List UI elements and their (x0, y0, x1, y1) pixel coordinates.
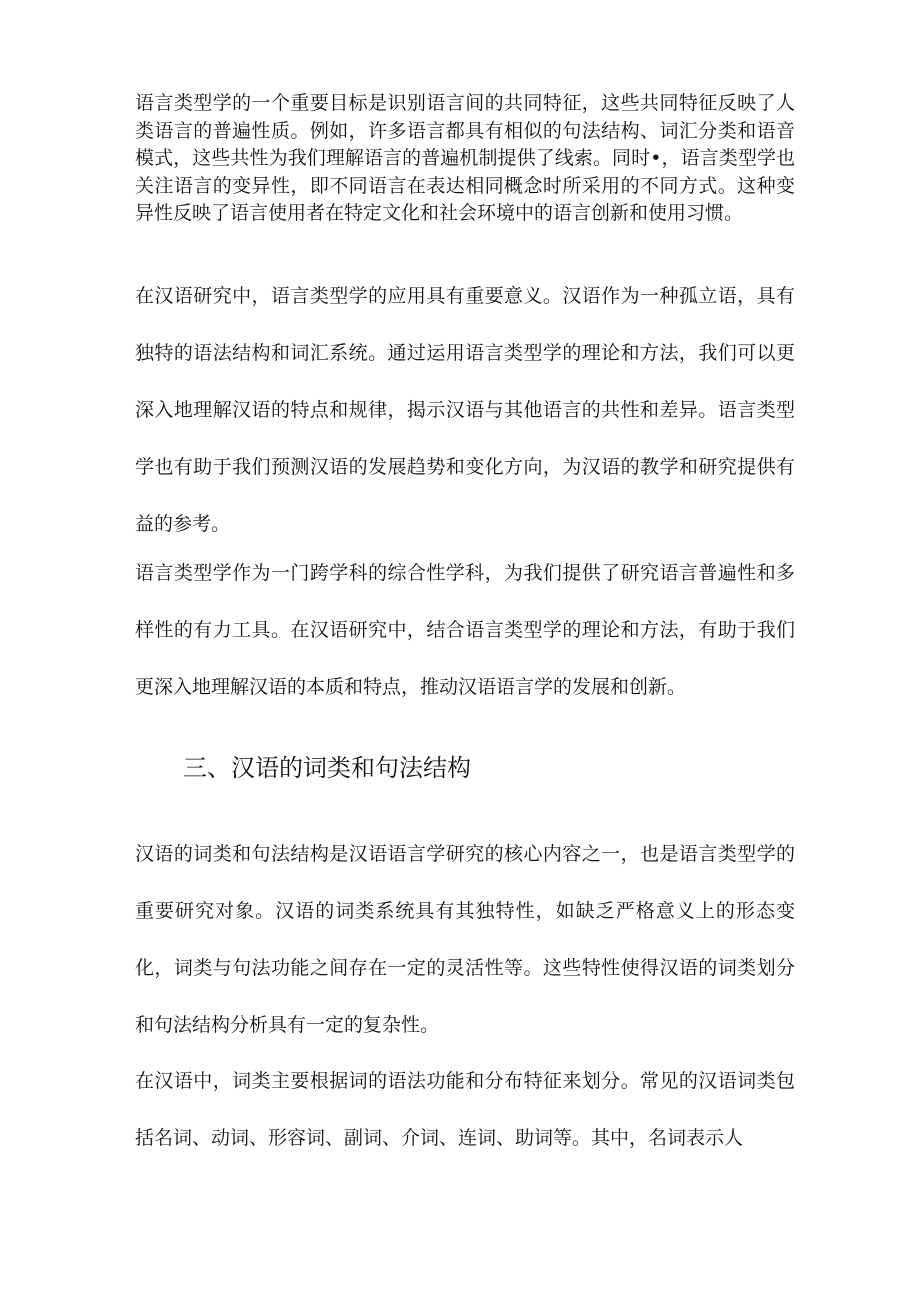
paragraph-typology-goals: 语言类型学的一个重要目标是识别语言间的共同特征，这些共同特征反映了人类语言的普遍性质。例如，许多语言都具有相似的句法结构、词汇分类和语音模式，这些共性为我们理解语言的普遍机制提供了线索。同时•，语言类型学也关注语言的变异性，即不同语言在表达相同概念时所采用的不同方式。这种变异性反映了语言使用者在特定文化和社会环境中的语言创新和使用习惯。 (135, 92, 795, 224)
paragraph-interdisciplinary: 语言类型学作为一门跨学科的综合性学科，为我们提供了研究语言普遍性和多样性的有力工具。在汉语研究中，结合语言类型学的理论和方法，有助于我们更深入地理解汉语的本质和特点，推动汉语语言学的发展和创新。 (135, 562, 795, 698)
paragraph-chinese-research: 在汉语研究中，语言类型学的应用具有重要意义。汉语作为一种孤立语，具有独特的语法结构和词汇系统。通过运用语言类型学的理论和方法，我们可以更深入地理解汉语的特点和规律，揭示汉语与其他语言的共性和差异。语言类型学也有助于我们预测汉语的发展趋势和变化方向，为汉语的教学和研究提供有益的参考。 (135, 285, 795, 535)
paragraph-word-classes-intro: 汉语的词类和句法结构是汉语语言学研究的核心内容之一，也是语言类型学的重要研究对象。汉语的词类系统具有其独特性，如缺乏严格意义上的形态变化，词类与句法功能之间存在一定的灵活性等。这些特性使得汉语的词类划分和句法结构分析具有一定的复杂性。 (135, 843, 795, 1036)
paragraph-word-class-division: 在汉语中，词类主要根据词的语法功能和分布特征来划分。常见的汉语词类包括名词、动词、形容词、副词、介词、连词、助词等。其中，名词表示人 (135, 1070, 795, 1149)
section-heading: 三、汉语的词类和句法结构 (183, 754, 471, 782)
